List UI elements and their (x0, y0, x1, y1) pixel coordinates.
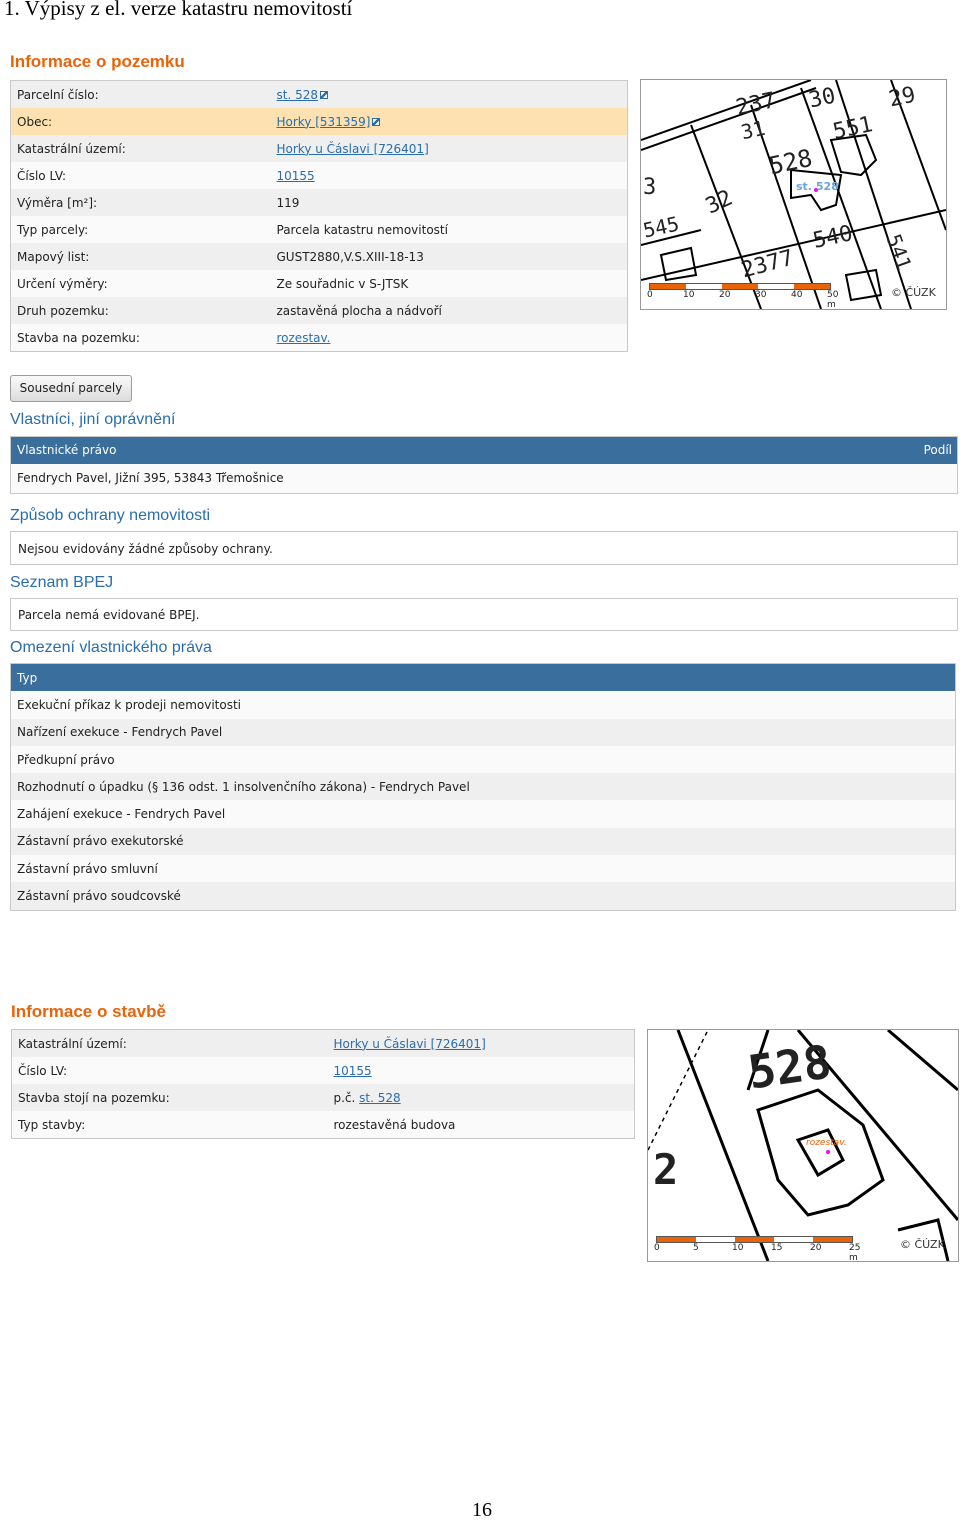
map-copyright: © ČÚZK (891, 286, 936, 299)
value-cell (271, 216, 628, 243)
restriction-text: Zástavní právo smluvní (11, 855, 956, 882)
map-label: 237 (733, 88, 778, 121)
value-link[interactable]: rozestav. (276, 330, 331, 345)
label-cell: Určení výměry: (11, 270, 271, 297)
map-label: 528 (744, 1034, 835, 1100)
info-row (11, 108, 628, 135)
info-row (11, 243, 628, 270)
scale-tick-label: 30 (755, 290, 767, 300)
value-prefix: p.č. (333, 1090, 360, 1105)
label-cell: Mapový list: (11, 243, 271, 270)
owners-table (10, 436, 958, 494)
value-cell (271, 270, 628, 297)
section-title-owners: Vlastníci, jiní oprávnění (10, 411, 176, 428)
protection-box: Nejsou evidovány žádné způsoby ochrany. (10, 531, 958, 565)
label-cell: Stavba na pozemku: (11, 324, 271, 352)
info-row (11, 81, 628, 109)
value-link[interactable]: 10155 (276, 168, 315, 183)
scale-tick-label: 5 (693, 1243, 699, 1253)
label-cell: Číslo LV: (11, 162, 271, 189)
value-cell[interactable] (328, 1084, 635, 1111)
restriction-row (11, 746, 956, 773)
restriction-row (11, 773, 956, 800)
info-row (11, 216, 628, 243)
info-row (12, 1084, 635, 1111)
info-row (12, 1111, 635, 1139)
map-highlight-label: rozestav. (806, 1138, 847, 1148)
scale-tick-label: 10 (683, 290, 695, 300)
value-cell (271, 243, 628, 270)
map-label: 541 (881, 230, 917, 274)
scale-tick-label: 20 (719, 290, 731, 300)
value-text: Parcela katastru nemovitostí (276, 222, 448, 237)
map-label: 540 (810, 221, 855, 254)
label-cell: Typ parcely: (11, 216, 271, 243)
info-row (11, 162, 628, 189)
value-text: 119 (276, 195, 300, 210)
value-link[interactable]: Horky [531359] (276, 114, 371, 129)
scale-tick-label: 40 (791, 290, 803, 300)
value-link[interactable]: st. 528 (359, 1090, 401, 1105)
restriction-text: Zástavní právo exekutorské (11, 828, 956, 855)
scale-tick-label: 20 (810, 1243, 822, 1253)
scale-tick-label: 25 m (849, 1243, 861, 1262)
value-text: Ze souřadnic v S-JTSK (276, 276, 409, 291)
map-label: 2377 (738, 245, 797, 284)
parcel-map-drawing (641, 80, 946, 309)
info-row (11, 270, 628, 297)
section-title-building: Informace o stavbě (11, 1002, 166, 1021)
value-link[interactable]: st. 528 (276, 87, 318, 102)
building-map[interactable] (647, 1029, 959, 1262)
restriction-text: Zástavní právo soudcovské (11, 882, 956, 910)
value-cell[interactable] (328, 1057, 635, 1084)
label-cell: Druh pozemku: (11, 297, 271, 324)
label-cell: Obec: (11, 108, 271, 135)
restriction-text: Rozhodnutí o úpadku (§ 136 odst. 1 insolvenčního zákona) - Fendrych Pavel (11, 773, 956, 800)
map-highlight-label: st. 528 (796, 180, 839, 193)
restriction-text: Exekuční příkaz k prodeji nemovitosti (11, 691, 956, 718)
scale-tick-label: 0 (654, 1243, 660, 1253)
value-text: GUST2880,V.S.XIII-18-13 (276, 249, 424, 264)
value-cell (271, 189, 628, 216)
document-heading: 1. Výpisy z el. verze katastru nemovitostí (4, 0, 353, 20)
info-row (11, 324, 628, 352)
owners-header (11, 437, 957, 464)
restriction-row (11, 855, 956, 882)
restriction-text: Předkupní právo (11, 746, 956, 773)
map-label: 2 (653, 1145, 679, 1194)
parcel-map[interactable] (640, 79, 947, 310)
type-header-label: Typ (11, 664, 956, 692)
value-cell[interactable] (271, 81, 628, 109)
value-text: rozestavěná budova (333, 1117, 456, 1132)
value-link[interactable]: Horky u Čáslavi [726401] (333, 1036, 486, 1051)
restriction-text: Zahájení exekuce - Fendrych Pavel (11, 800, 956, 827)
label-cell: Katastrální území: (11, 135, 271, 162)
restrictions-header (11, 664, 956, 692)
scale-tick-label: 50 m (827, 290, 839, 310)
restriction-row (11, 882, 956, 910)
value-link[interactable]: Horky u Čáslavi [726401] (276, 141, 429, 156)
scale-tick-label: 15 (771, 1243, 783, 1253)
map-scale-bar (656, 1236, 853, 1243)
section-title-restrictions: Omezení vlastnického práva (10, 639, 212, 656)
share-header-label: Podíl (923, 443, 952, 457)
restriction-row (11, 800, 956, 827)
value-cell[interactable] (271, 108, 628, 135)
map-label: 3 (643, 175, 657, 200)
map-label: 528 (766, 143, 815, 181)
info-row (12, 1030, 635, 1058)
section-title-pozemek: Informace o pozemku (10, 52, 185, 71)
map-label: 32 (701, 185, 737, 220)
edit-pencil-icon[interactable] (320, 91, 328, 99)
label-cell: Číslo LV: (12, 1057, 328, 1084)
neighbor-parcels-button[interactable]: Sousední parcely (10, 375, 132, 402)
restriction-text: Nařízení exekuce - Fendrych Pavel (11, 719, 956, 746)
map-scale-ticks (647, 290, 847, 310)
value-cell (271, 297, 628, 324)
restrictions-table (10, 663, 956, 911)
map-scale-bar (649, 283, 831, 290)
bpej-box: Parcela nemá evidované BPEJ. (10, 598, 958, 631)
value-cell[interactable] (271, 135, 628, 162)
value-cell[interactable] (328, 1030, 635, 1058)
map-label: 551 (830, 112, 875, 145)
scale-tick-label: 10 (732, 1243, 744, 1253)
building-info-table (11, 1029, 635, 1139)
map-label: 29 (886, 82, 918, 113)
section-title-bpej: Seznam BPEJ (10, 574, 114, 591)
scale-tick-label: 0 (647, 290, 653, 300)
info-row (12, 1057, 635, 1084)
restriction-row (11, 828, 956, 855)
value-text: zastavěná plocha a nádvoří (276, 303, 442, 318)
info-row (11, 297, 628, 324)
owner-row: Fendrych Pavel, Jižní 395, 53843 Třemošnice (11, 464, 957, 493)
section-title-protection: Způsob ochrany nemovitosti (10, 507, 211, 524)
map-scale-ticks (654, 1243, 864, 1262)
map-label: 31 (738, 115, 768, 145)
info-row (11, 189, 628, 216)
map-copyright: © ČÚZK (900, 1238, 945, 1251)
map-label: 545 (640, 211, 682, 243)
label-cell: Katastrální území: (12, 1030, 328, 1058)
restriction-row (11, 691, 956, 718)
value-cell (328, 1111, 635, 1139)
value-cell[interactable] (271, 162, 628, 189)
value-link[interactable]: 10155 (333, 1063, 372, 1078)
owners-header-right-label: Vlastnické právo (17, 443, 117, 457)
label-cell: Parcelní číslo: (11, 81, 271, 109)
label-cell: Typ stavby: (12, 1111, 328, 1139)
parcel-info-table (10, 80, 628, 352)
page-number: 16 (472, 1499, 492, 1521)
restriction-row (11, 719, 956, 746)
value-cell[interactable] (271, 324, 628, 352)
label-cell: Stavba stojí na pozemku: (12, 1084, 328, 1111)
label-cell: Výměra [m²]: (11, 189, 271, 216)
info-row (11, 135, 628, 162)
edit-pencil-icon[interactable] (372, 118, 380, 126)
map-label: 30 (806, 83, 838, 114)
